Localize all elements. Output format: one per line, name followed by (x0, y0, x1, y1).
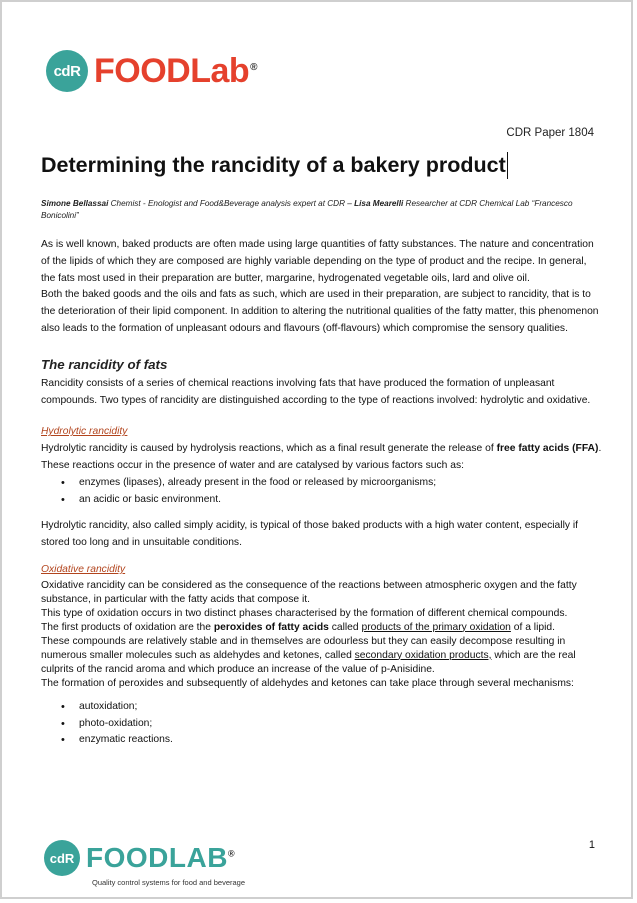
list-item: • enzymes (lipases), already present in the food or released by microorganisms; (41, 475, 603, 492)
oxidative-paragraph-1: Oxidative rancidity can be considered as the consequence of the reactions between atmospheric oxygen and the fatty substance, in particular with the fatty acids that compose it. (41, 579, 577, 605)
intro-paragraph-1: As is well known, baked products are often made using large quantities of fatty substances. The nature and concentration of the lipids of which they are composed are highly variable depending on the type of product and the recipe. In general, the fats most used in their preparation are butter, margarine, hydrogenated vegetable oils, lard and olive oil. (41, 239, 594, 284)
hydrolytic-factors-list (41, 475, 603, 509)
author-1-role: Chemist - Enologist and Food&Beverage analysis expert at CDR – (108, 199, 355, 208)
logo-wordmark: FOODLAB® (86, 842, 236, 873)
ffa-term: free fatty acids (FFA) (496, 443, 599, 455)
list-item: • an acidic or basic environment. (41, 492, 603, 509)
author-2-name: Lisa Mearelli (354, 199, 404, 208)
document-title: Determining the rancidity of a bakery product (41, 153, 506, 177)
list-item: • enzymatic reactions. (41, 732, 603, 749)
hydrolytic-paragraph-2: Hydrolytic rancidity, also called simply acidity, is typical of those baked products with a high water content, especially if stored too long and in unsuitable conditions. (41, 520, 579, 549)
intro-paragraph-2: Both the baked goods and the oils and fats as such, which are used in their preparation, are subject to rancidity, that is to the deterioration of their lipid component. In addition to altering the nutritional qualities of the fatty matter, this phenomenon also leads to the formation of unpleasant odours and flavours (off-flavours) which compromise the sensory qualities. (41, 289, 599, 334)
logo-wordmark: FOODLab® (94, 52, 258, 90)
primary-oxidation-term: products of the primary oxidation (361, 621, 511, 633)
document-body (41, 237, 603, 749)
section-heading-rancidity: The rancidity of fats (41, 356, 168, 372)
hydrolytic-paragraph-1: Hydrolytic rancidity is caused by hydrolysis reactions, which as a final result generate the release of free fatty acids (FFA). These reactions occur in the presence of water and are catalysed by various factors such as: (41, 443, 602, 471)
oxidative-paragraph-2: This type of oxidation occurs in two distinct phases characterised by the formation of different chemical compounds. (41, 607, 568, 619)
list-item: • autoxidation; (41, 699, 603, 716)
subheading-hydrolytic: Hydrolytic rancidity (41, 426, 128, 438)
oxidative-paragraph-3: The first products of oxidation are the peroxides of fatty acids called products of the primary oxidation of a lipid. (41, 621, 555, 633)
author-1-name: Simone Bellassai (41, 199, 109, 208)
foodlab-logo-bottom (44, 840, 245, 887)
section-rancidity-paragraph: Rancidity consists of a series of chemical reactions involving fats that have produced the formation of unpleasant compounds. Two types of rancidity are distinguished according to the type of reactions involved: hydrolytic and oxidative. (41, 377, 591, 406)
paper-number: CDR Paper 1804 (506, 127, 594, 139)
foodlab-logo-top (46, 50, 257, 92)
cdr-logo-mark: cdR (44, 840, 80, 876)
cdr-logo-mark: cdR (46, 50, 88, 92)
oxidative-paragraph-4: These compounds are relatively stable and in themselves are odourless but they can easily decompose resulting in numerous smaller molecules such as aldehydes and ketones, called secondary oxidation products, which are the real culprits of the rancid aroma and which produce an increase of the value of p-Anisidine. (41, 635, 576, 675)
logo-tagline: Quality control systems for food and beverage (92, 878, 245, 887)
page-number: 1 (588, 839, 595, 851)
oxidative-paragraph-5: The formation of peroxides and subsequently of aldehydes and ketones can take place through several mechanisms: (41, 677, 574, 689)
author-2-role: Researcher at CDR Chemical Lab “Francesco Bonicolini” (41, 199, 573, 220)
authors-line (41, 198, 601, 222)
oxidation-mechanisms-list (41, 699, 603, 749)
subheading-oxidative: Oxidative rancidity (41, 563, 126, 575)
peroxides-term: peroxides of fatty acids (213, 621, 329, 633)
list-item: • photo-oxidation; (41, 716, 603, 733)
secondary-oxidation-term: secondary oxidation products, (354, 649, 492, 661)
